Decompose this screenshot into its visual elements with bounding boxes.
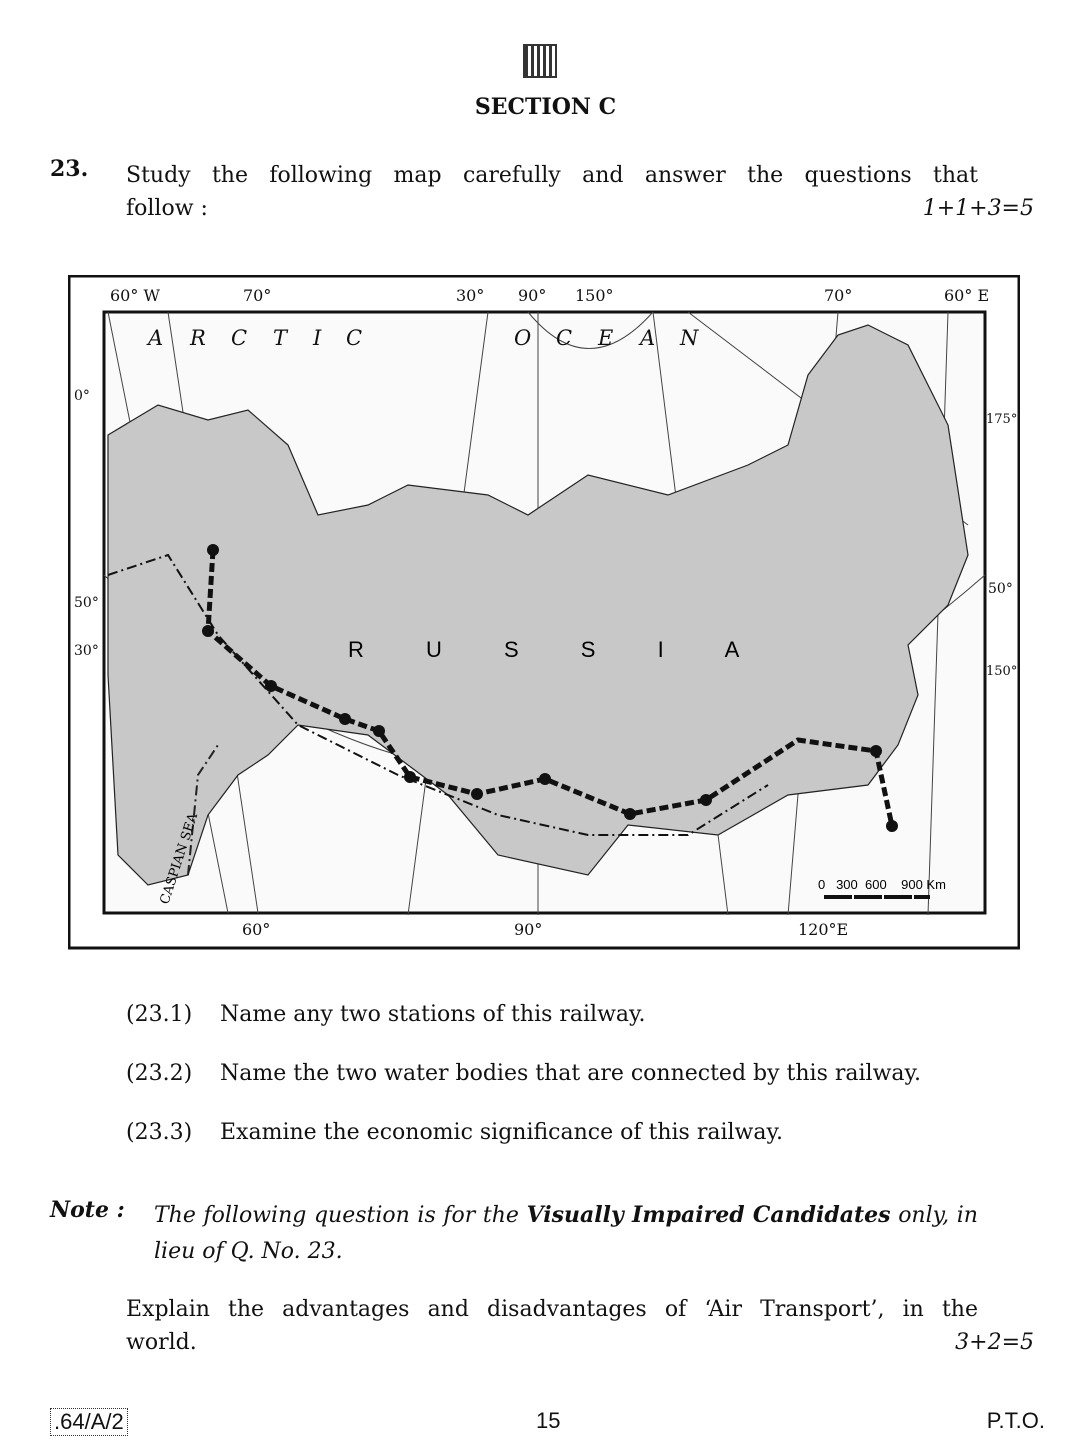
- map-label-bottom: 60°: [242, 920, 271, 939]
- map-label-bottom: 90°: [514, 920, 543, 939]
- map-label-top: 60° E: [944, 286, 990, 305]
- station-dot: [624, 808, 636, 820]
- subquestion: (23.1) Name any two stations of this railway.: [126, 1002, 646, 1027]
- station-dot: [886, 820, 898, 832]
- station-dot: [870, 745, 882, 757]
- station-dot: [373, 725, 385, 737]
- svg-text:I: I: [313, 326, 322, 350]
- station-dot: [471, 788, 483, 800]
- map-label-left: 0°: [74, 388, 90, 404]
- qr-code-icon: [523, 44, 557, 78]
- svg-text:A: A: [640, 326, 656, 350]
- pto: P.T.O.: [986, 1408, 1045, 1433]
- question-marks: 1+1+3=5: [922, 196, 1034, 221]
- svg-text:T: T: [273, 326, 288, 350]
- map-label-top: 30°: [456, 286, 485, 305]
- map-label-top: 150°: [575, 286, 614, 305]
- question-number: 23.: [50, 156, 89, 182]
- map-label-top: 70°: [824, 286, 853, 305]
- svg-text:C: C: [231, 326, 248, 350]
- map-label-top: 60° W: [110, 286, 160, 305]
- subquestion: (23.2) Name the two water bodies that are connected by this railway.: [126, 1061, 922, 1086]
- russia-railway-map: [68, 275, 1020, 951]
- paper-code: .64/A/2: [50, 1408, 128, 1436]
- map-label-right: 150°: [986, 664, 1018, 679]
- map-label-left: 30°: [74, 643, 99, 659]
- section-heading: SECTION C: [474, 94, 617, 120]
- alt-question-marks: 3+2=5: [955, 1330, 1034, 1355]
- station-dot: [207, 544, 219, 556]
- alt-question: Explain the advantages and disadvantages of ‘Air Transport’, in the: [126, 1297, 978, 1322]
- svg-text:E: E: [598, 326, 614, 350]
- station-dot: [404, 771, 416, 783]
- svg-text:C: C: [556, 326, 573, 350]
- page-number: 15: [536, 1408, 561, 1433]
- note-text: The following question is for the Visually Impaired Candidates only, in lieu of Q. No. 23.: [154, 1202, 978, 1264]
- svg-text:O: O: [514, 326, 532, 350]
- station-dot: [539, 773, 551, 785]
- svg-text:N: N: [680, 326, 699, 350]
- station-dot: [339, 713, 351, 725]
- svg-text:C: C: [346, 326, 363, 350]
- svg-text:A: A: [148, 326, 164, 350]
- map-label-top: 70°: [243, 286, 272, 305]
- map-label-right: 50°: [988, 581, 1013, 597]
- map-label-bottom: 120°E: [798, 920, 849, 939]
- map-label-left: 50°: [74, 595, 99, 611]
- map-label-top: 90°: [518, 286, 547, 305]
- alt-question-2: world.: [126, 1330, 197, 1355]
- note-label: Note :: [50, 1197, 125, 1223]
- sea-label: CASPIAN SEA: [157, 811, 202, 907]
- subquestion: (23.3) Examine the economic significance of this railway.: [126, 1120, 783, 1145]
- question-text: Study the following map carefully and answer the questions that: [126, 163, 978, 188]
- scale-label: 0 300 600 900 Km: [818, 877, 946, 892]
- station-dot: [265, 680, 277, 692]
- station-dot: [700, 794, 712, 806]
- station-dot: [202, 625, 214, 637]
- country-label: R U S S I A: [348, 637, 768, 662]
- map-label-right: 175°: [986, 412, 1018, 427]
- question-text-2: follow :: [126, 196, 208, 221]
- svg-text:R: R: [190, 326, 206, 350]
